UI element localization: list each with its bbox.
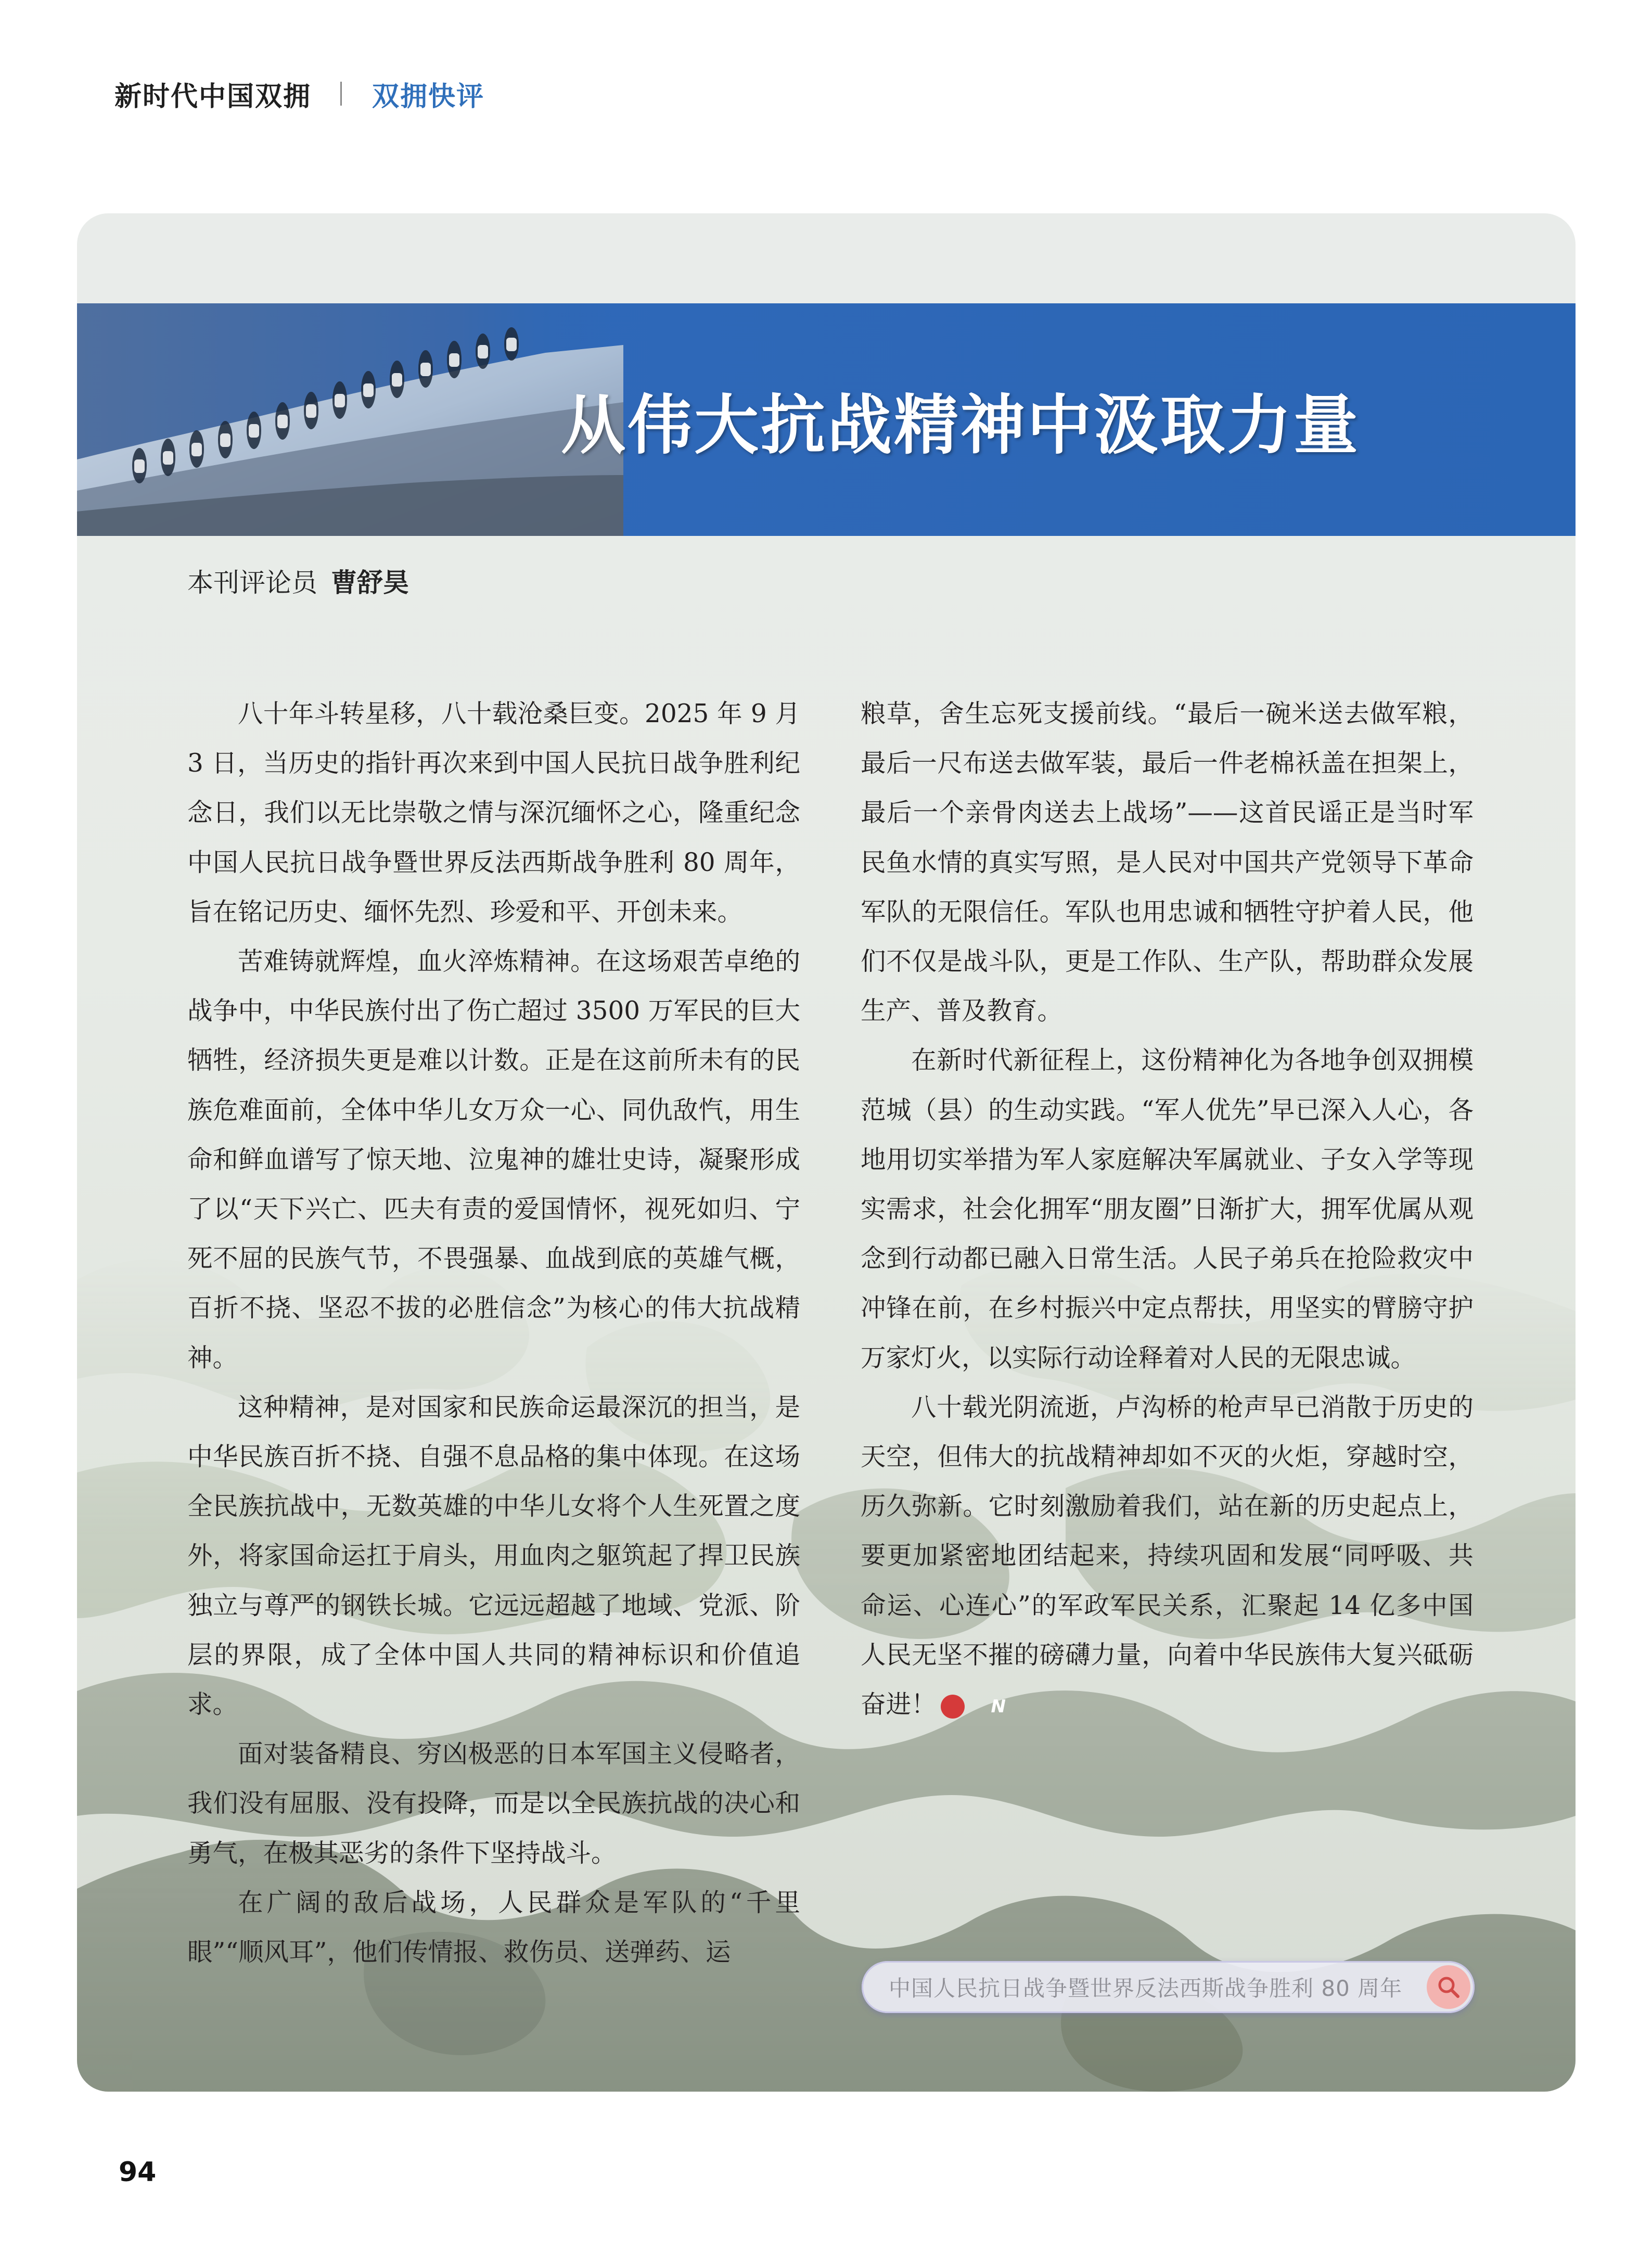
title-banner — [77, 303, 1576, 536]
article-title: 从伟大抗战精神中汲取力量 — [561, 387, 1361, 463]
paragraph: 八十年斗转星移，八十载沧桑巨变。2025 年 9 月 3 日，当历史的指针再次来到中国人民抗日战争胜利纪念日，我们以无比崇敬之情与深沉缅怀之心，隆重纪念中国人民抗日战争暨世界反法西斯战争胜利 80 周年，旨在铭记历史、缅怀先烈、珍爱和平、开创未来。 — [187, 699, 800, 927]
search-icon — [1436, 1974, 1462, 2000]
article-panel — [77, 213, 1576, 2092]
paragraph: 在新时代新征程上，这份精神化为各地争创双拥模范城（县）的生动实践。“军人优先”早已深入人心，各地用切实举措为军人家庭解决军属就业、子女入学等现实需求，社会化拥军“朋友圈”日渐扩大，拥军优属从观念到行动都已融入日常生活。人民子弟兵在抢险救灾中冲锋在前，在乡村振兴中定点帮扶，用坚实的臂膀守护万家灯火，以实际行动诠释着对人民的无限忠诚。 — [861, 1046, 1474, 1373]
search-query[interactable]: 中国人民抗日战争暨世界反法西斯战争胜利 80 周年 — [889, 1976, 1403, 2001]
paragraph: 苦难铸就辉煌，血火淬炼精神。在这场艰苦卓绝的战争中，中华民族付出了伤亡超过 3500 万军民的巨大牺牲，经济损失更是难以计数。正是在这前所未有的民族危难面前，全体中华儿女万众一心、同仇敌忾，用生命和鲜血谱写了惊天地、泣鬼神的雄壮史诗，凝聚形成了以“天下兴亡、匹夫有责的爱国情怀，视死如归、宁死不屈的民族气节，不畏强暴、血战到底的英雄气概，百折不挠、坚忍不拔的必胜信念”为核心的伟大抗战精神。 — [187, 947, 800, 1373]
byline-role: 本刊评论员 — [187, 568, 317, 598]
page-header — [114, 70, 484, 117]
paragraph-final — [861, 1383, 1474, 1729]
paragraph: 面对装备精良、穷凶极恶的日本军国主义侵略者，我们没有屈服、没有投降，而是以全民族抗战的决心和勇气，在极其恶劣的条件下坚持战斗。 — [187, 1739, 800, 1868]
soldiers-climbing-photo — [77, 303, 623, 536]
byline — [187, 562, 409, 599]
paragraph: 在广阔的敌后战场，人民群众是军队的“千里眼”“顺风耳”，他们传情报、救伤员、送弹药、运 — [187, 1888, 800, 1967]
article-column-left — [187, 689, 800, 1977]
byline-author: 曹舒昊 — [331, 568, 409, 598]
paragraph-final-text: 八十载光阴流逝，卢沟桥的枪声早已消散于历史的天空，但伟大的抗战精神却如不灭的火炬，穿越时空，历久弥新。它时刻激励着我们，站在新的历史起点上，要更加紧密地团结起来，持续巩固和发展“同呼吸、共命运、心连心”的军政军民关系，汇聚起 14 亿多中国人民无坚不摧的磅礴力量，向着中华民族伟大复兴砥砺奋进！ — [861, 1392, 1474, 1720]
column-name: 双拥快评 — [372, 81, 485, 112]
search-button[interactable] — [1427, 1965, 1470, 2009]
header-divider — [340, 82, 342, 106]
section-name: 新时代中国双拥 — [114, 81, 312, 112]
paragraph-continuation: 粮草，舍生忘死支援前线。“最后一碗米送去做军粮，最后一尺布送去做军装，最后一件老棉袄盖在担架上，最后一个亲骨肉送去上战场”——这首民谣正是当时军民鱼水情的真实写照，是人民对中国共产党领导下革命军队的无限信任。军队也用忠诚和牺牲守护着人民，他们不仅是战斗队，更是工作队、生产队，帮助群众发展生产、普及教育。 — [861, 699, 1474, 1026]
search-bar[interactable] — [862, 1961, 1475, 2013]
page-number: 94 — [119, 2157, 157, 2188]
end-mark-icon: N — [941, 1695, 965, 1719]
article-column-right — [861, 689, 1474, 1729]
paragraph: 这种精神，是对国家和民族命运最深沉的担当，是中华民族百折不挠、自强不息品格的集中体现。在这场全民族抗战中，无数英雄的中华儿女将个人生死置之度外，将家国命运扛于肩头，用血肉之躯筑起了捍卫民族独立与尊严的钢铁长城。它远远超越了地域、党派、阶层的界限，成了全体中国人共同的精神标识和价值追求。 — [187, 1392, 800, 1720]
